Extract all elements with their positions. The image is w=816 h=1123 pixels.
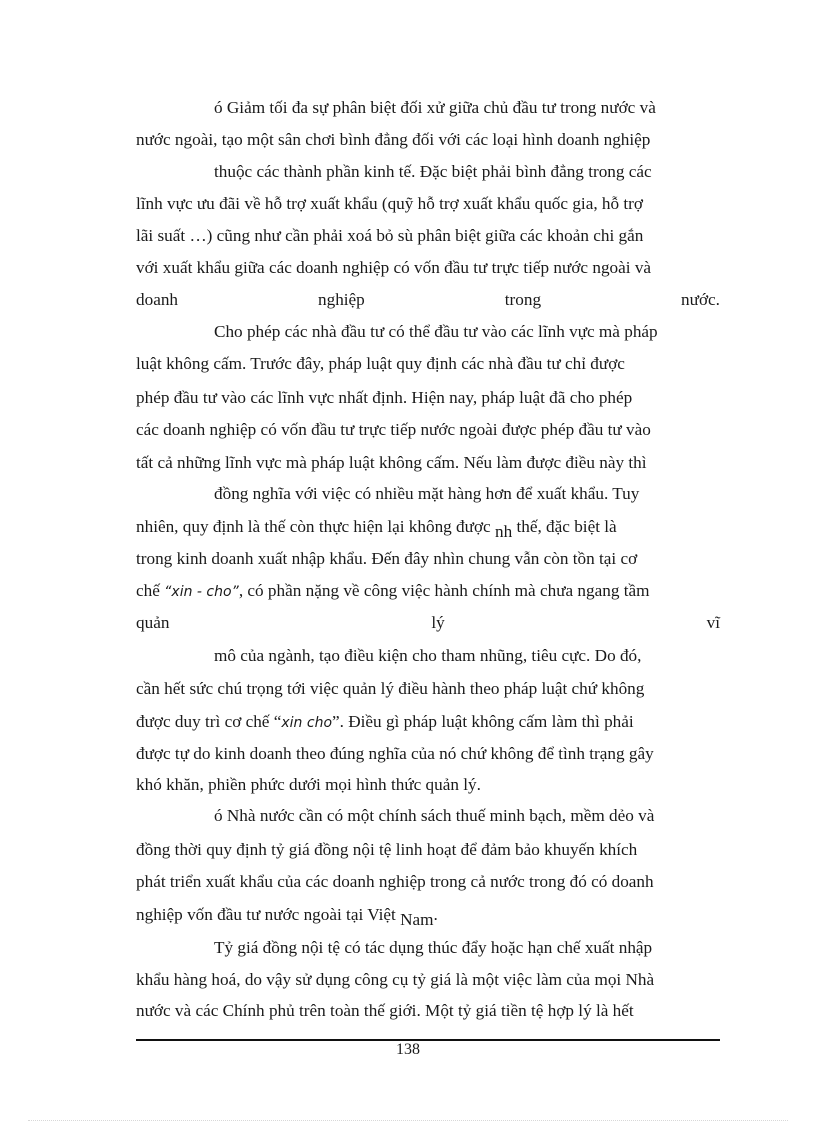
text-line: Cho phép các nhà đầu tư có thể đầu tư vào các lĩnh vực mà pháp — [214, 322, 658, 341]
text-line: lãi suất …) cũng như cần phải xoá bỏ sù phân biệt giữa các khoản chi gắn — [136, 226, 644, 245]
text-line — [136, 899, 720, 931]
word: vĩ — [706, 613, 720, 632]
text-segment: . — [433, 905, 438, 924]
quoted-term: xin cho — [281, 715, 333, 731]
text-line: các doanh nghiệp có vốn đầu tư trực tiếp nước ngoài được phép đầu tư vào — [136, 420, 651, 439]
quoted-term: “xin - cho” — [164, 584, 239, 600]
text-segment: nghiệp vốn đầu tư nước ngoài tại Việt — [136, 905, 401, 924]
text-line: tất cả những lĩnh vực mà pháp luật không cấm. Nếu làm được điều này thì — [136, 453, 647, 472]
text-line: phép đầu tư vào các lĩnh vực nhất định. Hiện nay, pháp luật đã cho phép — [136, 388, 633, 407]
text-line: nước và các Chính phủ trên toàn thế giới. Một tỷ giá tiền tệ hợp lý là hết — [136, 1001, 634, 1020]
word: lý — [431, 613, 445, 632]
text-segment: thế, đặc biệt là — [512, 517, 617, 536]
text-line: đồng nghĩa với việc có nhiều mặt hàng hơn để xuất khẩu. Tuy — [214, 484, 640, 503]
text-line — [136, 575, 720, 607]
text-line: trong kinh doanh xuất nhập khẩu. Đến đây nhìn chung vẫn còn tồn tại cơ — [136, 549, 638, 568]
text-line: phát triển xuất khẩu của các doanh nghiệp trong cả nước trong đó có doanh — [136, 872, 654, 891]
word: quản — [136, 613, 170, 632]
text-segment: chế — [136, 581, 165, 600]
text-line: ó Giảm tối đa sự phân biệt đối xử giữa chủ đầu tư trong nước và — [214, 98, 656, 117]
text-line-spread — [136, 607, 720, 639]
text-segment: được duy trì cơ chế “ — [136, 712, 282, 731]
text-segment: nh — [494, 522, 513, 541]
text-line: mô của ngành, tạo điều kiện cho tham nhũng, tiêu cực. Do đó, — [214, 646, 642, 665]
word: trong — [504, 290, 542, 309]
page-number: 138 — [396, 1041, 420, 1058]
word: doanh — [136, 290, 179, 309]
text-line: với xuất khẩu giữa các doanh nghiệp có vốn đầu tư trực tiếp nước ngoài và — [136, 258, 652, 277]
word: nước. — [681, 290, 720, 309]
text-segment: , có phần nặng về công việc hành chính mà chưa ngang tầm — [238, 581, 650, 600]
text-line: nước ngoài, tạo một sân chơi bình đẳng đối với các loại hình doanh nghiệp — [136, 130, 651, 149]
text-segment: nhiên, quy định là thế còn thực hiện lại không được — [136, 517, 495, 536]
text-line: Tỷ giá đồng nội tệ có tác dụng thúc đẩy hoặc hạn chế xuất nhập — [214, 938, 653, 957]
text-line: lĩnh vực ưu đãi về hỗ trợ xuất khẩu (quỹ hỗ trợ xuất khẩu quốc gia, hỗ trợ — [136, 194, 643, 213]
text-line: khẩu hàng hoá, do vậy sử dụng công cụ tỷ giá là một việc làm của mọi Nhà — [136, 970, 655, 989]
text-segment: Nam — [400, 910, 434, 929]
text-line: đồng thời quy định tỷ giá đồng nội tệ linh hoạt để đảm bảo khuyến khích — [136, 840, 638, 859]
text-line: được tự do kinh doanh theo đúng nghĩa của nó chứ không để tình trạng gây — [136, 744, 654, 763]
text-line: cần hết sức chú trọng tới việc quản lý điều hành theo pháp luật chứ không — [136, 679, 645, 698]
text-line: luật không cấm. Trước đây, pháp luật quy định các nhà đầu tư chỉ được — [136, 354, 625, 373]
word: nghiệp — [318, 290, 365, 309]
text-line — [136, 511, 720, 543]
text-line — [136, 706, 720, 738]
text-line: thuộc các thành phần kinh tế. Đặc biệt phải bình đẳng trong các — [214, 162, 652, 181]
page-edge-divider — [28, 1120, 788, 1121]
text-line-spread — [136, 284, 720, 316]
text-line: ó Nhà nước cần có một chính sách thuế minh bạch, mềm dẻo và — [214, 806, 655, 825]
text-segment: ”. Điều gì pháp luật không cấm làm thì phải — [332, 712, 634, 731]
text-line: khó khăn, phiền phức dưới mọi hình thức quản lý. — [136, 775, 481, 794]
